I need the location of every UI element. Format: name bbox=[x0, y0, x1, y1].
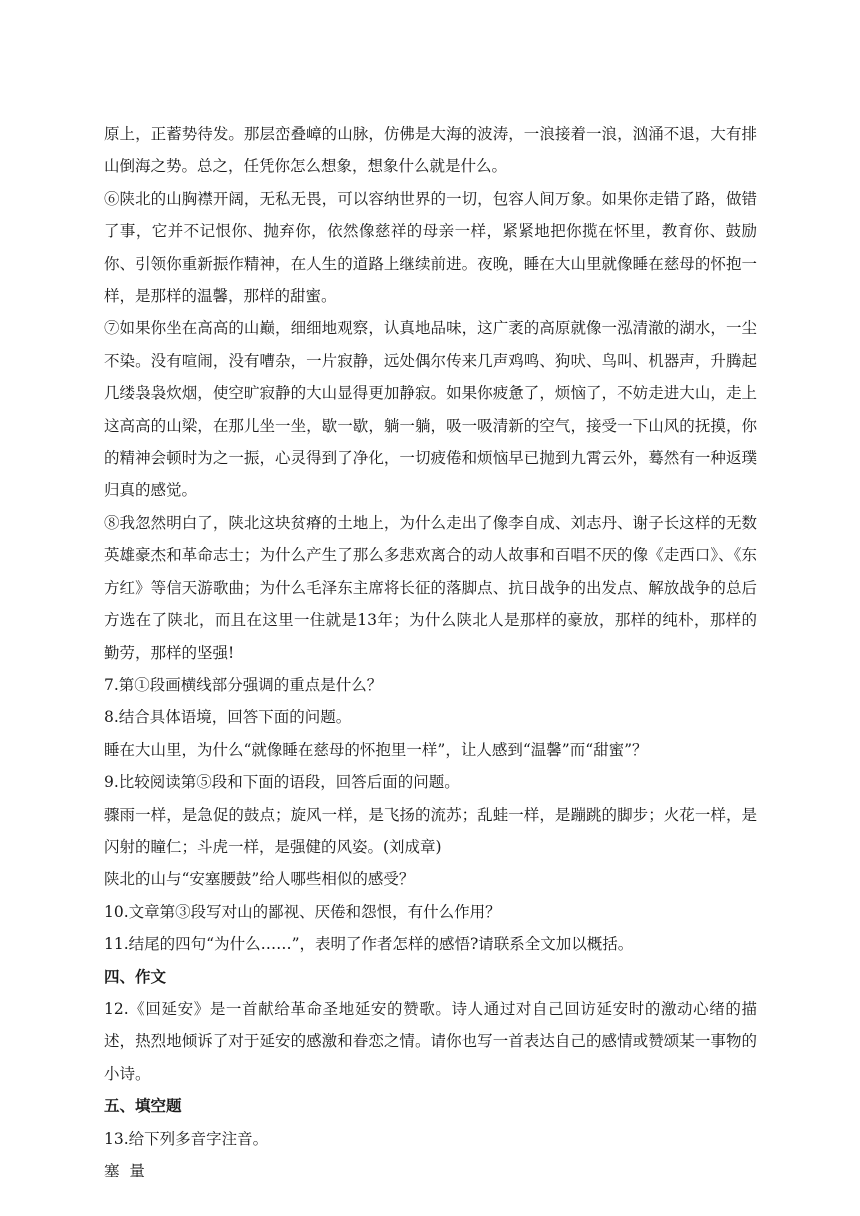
question-9-passage: 骤雨一样，是急促的鼓点；旋风一样，是飞扬的流苏；乱蛙一样，是蹦跳的脚步；火花一样，是闪射的瞳仁；斗虎一样，是强健的风姿。(刘成章) bbox=[104, 805, 757, 856]
question-8: 8.结合具体语境，回答下面的问题。 bbox=[104, 708, 352, 727]
question-12: 12.《回延安》是一首献给革命圣地延安的赞歌。诗人通过对自己回访延安时的激动心绪的描述，热烈地倾诉了对于延安的感激和眷恋之情。请你也写一首表达自己的感情或赞颂某一事物的小诗。 bbox=[104, 999, 757, 1083]
question-9: 9.比较阅读第⑤段和下面的语段，回答后面的问题。 bbox=[104, 773, 460, 792]
section-4-heading: 四、作文 bbox=[104, 967, 167, 986]
question-13: 13.给下列多音字注音。 bbox=[104, 1129, 269, 1148]
passage-paragraph-8: ⑧我忽然明白了，陕北这块贫瘠的土地上，为什么走出了像李自成、刘志丹、谢子长这样的无数英雄豪杰和革命志士；为什么产生了那么多悲欢离合的动人故事和百唱不厌的像《走西口》、《东方红》等信天游歌曲；为什么毛泽东主席将长征的落脚点、抗日战争的出发点、解放战争的总后方选在了陕北，而且在这里一住就是13年；为什么陕北人是那样的豪放，那样的纯朴，那样的勤劳，那样的坚强! bbox=[104, 513, 757, 662]
passage-paragraph-5-tail: 原上，正蓄势待发。那层峦叠嶂的山脉，仿佛是大海的波涛，一浪接着一浪，汹涌不退，大有排山倒海之势。总之，任凭你怎么想象，想象什么就是什么。 bbox=[104, 125, 757, 176]
question-7: 7.第①段画横线部分强调的重点是什么？ bbox=[104, 675, 383, 694]
question-11: 11.结尾的四句“为什么……”，表明了作者怎样的感悟?请联系全文加以概括。 bbox=[104, 935, 634, 954]
section-5-heading: 五、填空题 bbox=[104, 1097, 182, 1116]
passage-paragraph-6: ⑥陕北的山胸襟开阔，无私无畏，可以容纳世界的一切，包容人间万象。如果你走错了路，做错了事，它并不记恨你、抛弃你，依然像慈祥的母亲一样，紧紧地把你揽在怀里，教育你、鼓励你、引领你重新振作精神，在人生的道路上继续前进。夜晚，睡在大山里就像睡在慈母的怀抱一样，是那样的温馨，那样的甜蜜。 bbox=[104, 189, 757, 306]
document-page bbox=[104, 118, 757, 1187]
question-9-sub: 陕北的山与“安塞腰鼓”给人哪些相似的感受？ bbox=[104, 870, 415, 889]
question-10: 10.文章第③段写对山的鄙视、厌倦和怨恨，有什么作用？ bbox=[104, 902, 501, 921]
passage-paragraph-7: ⑦如果你坐在高高的山巅，细细地观察，认真地品味，这广袤的高原就像一泓清澈的湖水，一尘不染。没有喧闹，没有嘈杂，一片寂静，远处偶尔传来几声鸡鸣、狗吠、鸟叫、机器声，升腾起几缕袅袅炊烟，使空旷寂静的大山显得更加静寂。如果你疲惫了，烦恼了，不妨走进大山，走上这高高的山梁，在那儿坐一坐，歇一歇，躺一躺，吸一吸清新的空气，接受一下山风的抚摸，你的精神会顿时为之一振，心灵得到了净化，一切疲倦和烦恼早已抛到九霄云外，蓦然有一种返璞归真的感觉。 bbox=[104, 319, 757, 500]
question-13-characters: 塞 量 bbox=[104, 1162, 145, 1180]
question-8-sub: 睡在大山里，为什么“就像睡在慈母的怀抱里一样”，让人感到“温馨”而“甜蜜”？ bbox=[104, 740, 648, 759]
